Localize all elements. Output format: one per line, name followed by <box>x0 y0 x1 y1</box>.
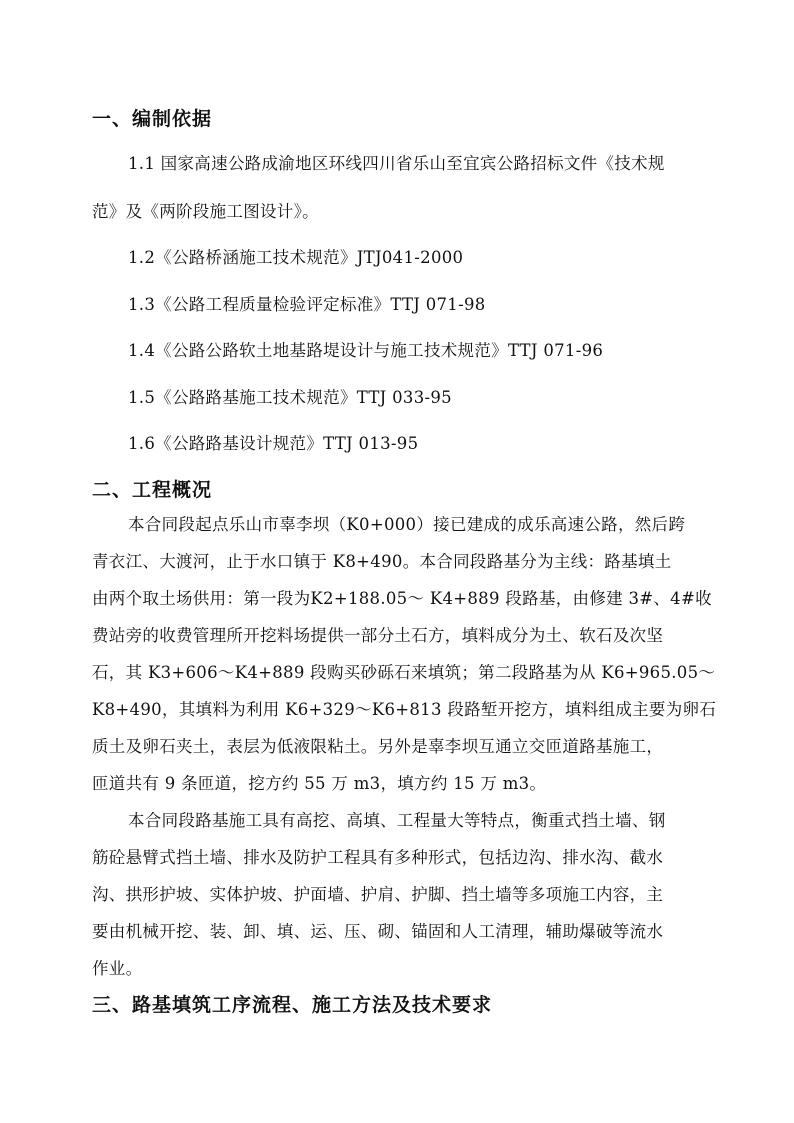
paragraph-2-line: 作业。 <box>92 959 143 978</box>
paragraph-2-line: 沟、拱形护坡、实体护坡、护面墙、护肩、护脚、挡土墙等多项施工内容，主 <box>92 885 664 904</box>
paragraph-2-line: 筋砼悬臂式挡土墙、排水及防护工程具有多种形式，包括边沟、排水沟、截水 <box>92 848 664 867</box>
paragraph-1-line: 匝道共有 9 条匝道，挖方约 55 万 m3，填方约 15 万 m3。 <box>92 774 547 793</box>
paragraph-1-line: 石，其 K3+606～K4+889 段购买砂砾石来填筑；第二段路基为从 K6+965.05～ <box>92 663 716 682</box>
paragraph-1-line: 青衣江、大渡河，止于水口镇于 K8+490。本合同段路基分为主线：路基填土 <box>92 552 672 571</box>
paragraph-2-line: 要由机械开挖、装、卸、填、运、压、砌、锚固和人工清理，辅助爆破等流水 <box>92 922 664 941</box>
reference-1-5: 1.5《公路路基施工技术规范》TTJ 033-95 <box>128 388 452 407</box>
paragraph-1-line: 由两个取土场供用：第一段为K2+188.05～ K4+889 段路基，由修建 3#、4#收 <box>92 589 712 608</box>
paragraph-1-line: K8+490，其填料为利用 K6+329～K6+813 段路堑开挖方，填料组成主要为卵石 <box>92 700 717 719</box>
reference-1-3: 1.3《公路工程质量检验评定标准》TTJ 071-98 <box>128 295 486 314</box>
paragraph-1-line: 质土及卵石夹土，表层为低液限粘土。另外是辜李坝互通立交匝道路基施工， <box>92 737 664 756</box>
section-1-title: 一、编制依据 <box>92 108 213 130</box>
paragraph-1-line: 本合同段起点乐山市辜李坝（K0+000）接已建成的成乐高速公路，然后跨 <box>128 515 686 534</box>
section-2-title: 二、工程概况 <box>92 479 213 501</box>
paragraph-2-line: 本合同段路基施工具有高挖、高填、工程量大等特点，衡重式挡土墙、钢 <box>128 811 666 830</box>
reference-1-6: 1.6《公路路基设计规范》TTJ 013-95 <box>128 434 419 453</box>
reference-1-1: 1.1 国家高速公路成渝地区环线四川省乐山至宜宾公路招标文件《技术规 <box>128 154 665 173</box>
reference-1-1-continued: 范》及《两阶段施工图设计》。 <box>92 202 319 221</box>
reference-1-4: 1.4《公路公路软土地基路堤设计与施工技术规范》TTJ 071-96 <box>128 341 604 360</box>
reference-1-2: 1.2《公路桥涵施工技术规范》JTJ041-2000 <box>128 248 464 267</box>
section-3-title: 三、路基填筑工序流程、施工方法及技术要求 <box>92 994 493 1016</box>
paragraph-1-line: 费站旁的收费管理所开挖料场提供一部分土石方，填料成分为土、软石及次坚 <box>92 626 664 645</box>
